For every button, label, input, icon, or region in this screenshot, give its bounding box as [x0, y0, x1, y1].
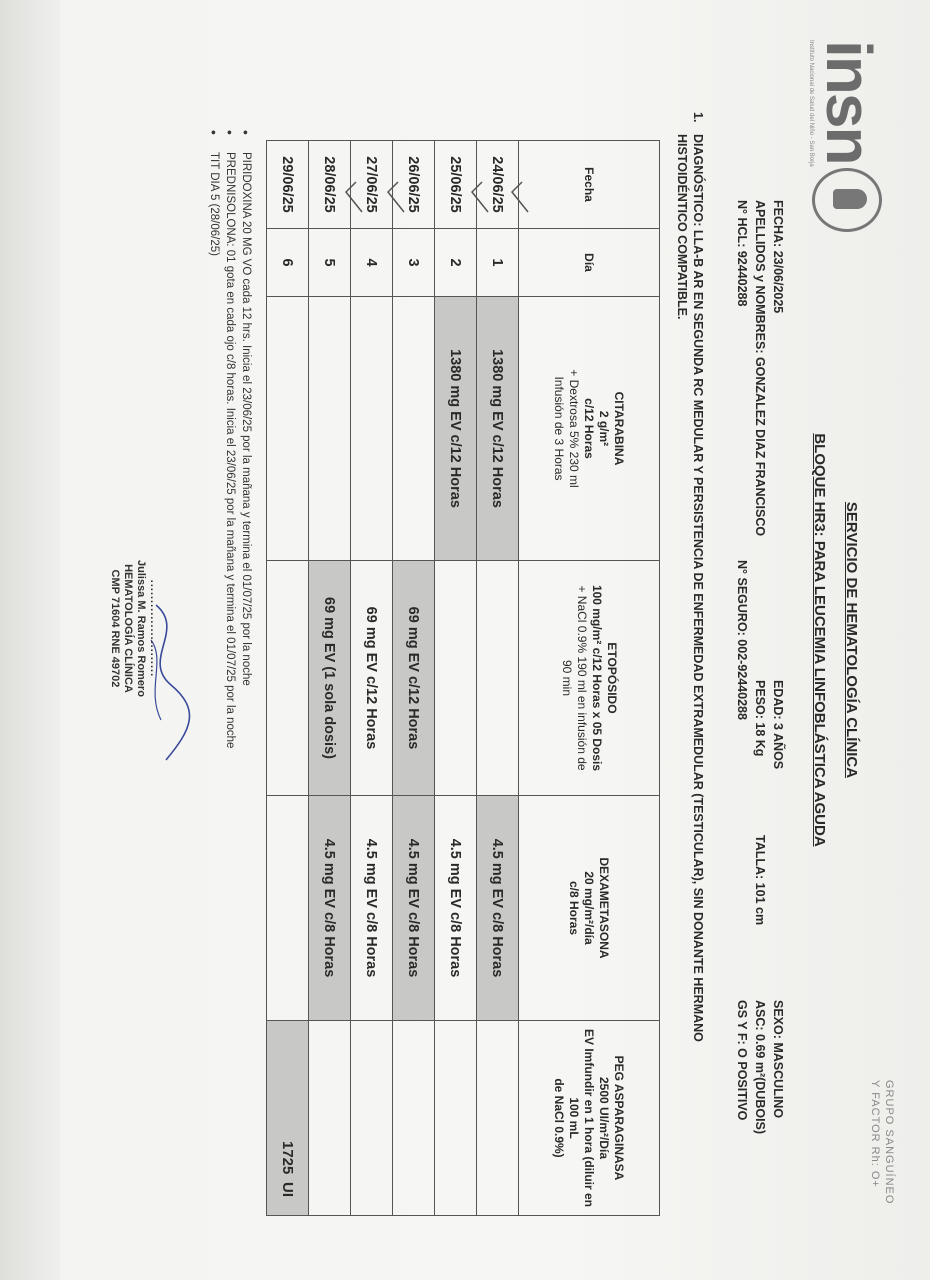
cell-citarabina: [267, 297, 309, 561]
cell-dexametasona: 4.5 mg EV c/8 Horas: [477, 796, 519, 1021]
cell-fecha: 29/06/25: [267, 141, 309, 229]
cell-citarabina: [393, 297, 435, 561]
fecha-field: FECHA: 23/06/2025: [771, 200, 785, 314]
note-item: • PIRIDOXINA 20 MG VO cada 12 hrs. Inicia el 23/06/25 por la mañana y termina el 01/07/25 por la noche: [238, 130, 254, 748]
table-row: [309, 141, 351, 1216]
cell-peg: [309, 1021, 351, 1216]
cell-dia: 1: [477, 229, 519, 297]
peg-dose-unit: UI: [279, 1182, 296, 1197]
hcl-field: N° HCL: 92440288: [735, 200, 749, 307]
header-fecha: Fecha: [519, 141, 660, 229]
cell-peg: [351, 1021, 393, 1216]
table-row: [267, 141, 309, 1216]
peso-field: PESO: 18 Kg: [753, 680, 767, 757]
cell-peg: [267, 1021, 309, 1216]
cell-fecha: 24/06/25: [477, 141, 519, 229]
nombres-field: APELLIDOS y NOMBRES: GONZALEZ DIAZ FRANCISCO: [753, 200, 767, 537]
table-row: [351, 141, 393, 1216]
signature-stamp: [108, 560, 160, 697]
header-peg-asparaginasa: PEG ASPARAGINASA 2500 UI/m²/Día EV Imfundir en 1 hora (diluir en 100 mL de NaCl 0.9%): [519, 1021, 660, 1216]
signature-dots: ........................: [148, 579, 160, 678]
cell-fecha: 26/06/25: [393, 141, 435, 229]
signature-title: HEMATOLOGÍA CLÍNICA: [122, 564, 134, 693]
handwritten-check-icon: [510, 180, 530, 214]
handwritten-check-icon: [386, 180, 406, 214]
diagnosis-line1: DIAGNÓSTICO: LLA-B AR EN SEGUNDA RC MEDULAR Y PERSISTENCIA DE ENFERMEDAD EXTRAMEDULAR (TESTICULAR), SIN DONANTE HERMANO: [691, 134, 705, 1042]
gs-field: GS Y F: O POSITIVO: [735, 1000, 749, 1121]
cell-dexametasona: 4.5 mg EV c/8 Horas: [435, 796, 477, 1021]
cell-fecha: 25/06/25: [435, 141, 477, 229]
table-row: [435, 141, 477, 1216]
logo-subtitle: Instituto Nacional de Salud del Niño - San Borja: [808, 40, 814, 167]
cell-dia: 6: [267, 229, 309, 297]
cell-peg: [435, 1021, 477, 1216]
cell-etoposido: 69 mg EV c/12 Horas: [351, 561, 393, 796]
talla-field: TALLA: 101 cm: [753, 835, 767, 926]
insn-logo: [790, 40, 890, 230]
peg-dose-value: 1725: [279, 1141, 296, 1175]
notes-list: [206, 130, 254, 748]
cell-etoposido: 69 mg EV c/12 Horas: [393, 561, 435, 796]
cell-dexametasona: [267, 796, 309, 1021]
logo-text: insn: [813, 40, 885, 164]
cell-citarabina: [309, 297, 351, 561]
header-dexametasona: DEXAMETASONA 20 mg/m²/día c/8 Horas: [519, 796, 660, 1021]
diagnosis-number: 1.: [691, 112, 705, 123]
cell-dia: 3: [393, 229, 435, 297]
service-title: SERVICIO DE HEMATOLOGÍA CLÍNICA: [843, 501, 860, 779]
handwritten-check-icon: [344, 180, 364, 214]
sexo-field: SEXO: MASCULINO: [771, 1000, 785, 1119]
cell-dia: 2: [435, 229, 477, 297]
cell-etoposido: [435, 561, 477, 796]
cell-dexametasona: 4.5 mg EV c/8 Horas: [351, 796, 393, 1021]
cell-fecha: 28/06/25: [309, 141, 351, 229]
header-etoposido: ETOPÓSIDO 100 mg/m² c/12 Horas x 05 Dosis + NaCl 0.9% 190 ml en infusión de 90 min: [519, 561, 660, 796]
blood-group-line1: GRUPO SANGUÍNEO: [883, 1080, 895, 1205]
diagnosis: [674, 112, 706, 1164]
blood-group-stamp: [868, 1080, 896, 1204]
cell-citarabina: [351, 297, 393, 561]
treatment-table: [266, 140, 660, 1216]
cell-citarabina: 1380 mg EV c/12 Horas: [477, 297, 519, 561]
note-item: • TIT DIA 5 (28/06/25): [206, 130, 222, 748]
cell-dexametasona: 4.5 mg EV c/8 Horas: [309, 796, 351, 1021]
blood-group-line2: Y FACTOR Rh: O+: [869, 1080, 881, 1188]
header-dia: Día: [519, 229, 660, 297]
cell-peg: [477, 1021, 519, 1216]
cell-fecha: 27/06/25: [351, 141, 393, 229]
seguro-field: N° SEGURO: 002-92440288: [735, 560, 749, 720]
signature-name: Julissa M. Ramos Romero: [135, 560, 147, 697]
cell-etoposido: [477, 561, 519, 796]
signature-reg: CMP 71604 RNE 49702: [109, 569, 121, 688]
cell-dexametasona: 4.5 mg EV c/8 Horas: [393, 796, 435, 1021]
asc-field: ASC: 0.69 m²(DUBOIS): [753, 1000, 767, 1135]
table-header-row: [519, 141, 660, 1216]
table-row: [393, 141, 435, 1216]
table-row: [477, 141, 519, 1216]
cell-peg: [393, 1021, 435, 1216]
cell-dia: 4: [351, 229, 393, 297]
header-citarabina: CITARABINA 2 g/m² c/12 Horas + Dextrosa 5% 230 ml Infusión de 3 Horas: [519, 297, 660, 561]
block-title: BLOQUE HR3: PARA LEUCEMIA LINFOBLÁSTICA AGUDA: [811, 433, 828, 847]
note-item: • PREDNISOLONA: 01 gota en cada ojo c/8 horas. Inicia el 23/06/25 por la mañana y termina el 01/07/25 por la noche: [222, 130, 238, 748]
diagnosis-line2: HISTOIDÉNTICO COMPATIBLE.: [675, 134, 689, 320]
handwritten-check-icon: [470, 180, 490, 214]
cell-citarabina: 1380 mg EV c/12 Horas: [435, 297, 477, 561]
cell-etoposido: [267, 561, 309, 796]
cell-dia: 5: [309, 229, 351, 297]
cell-etoposido: 69 mg EV (1 sola dosis): [309, 561, 351, 796]
edad-field: EDAD: 3 AÑOS: [771, 680, 785, 770]
